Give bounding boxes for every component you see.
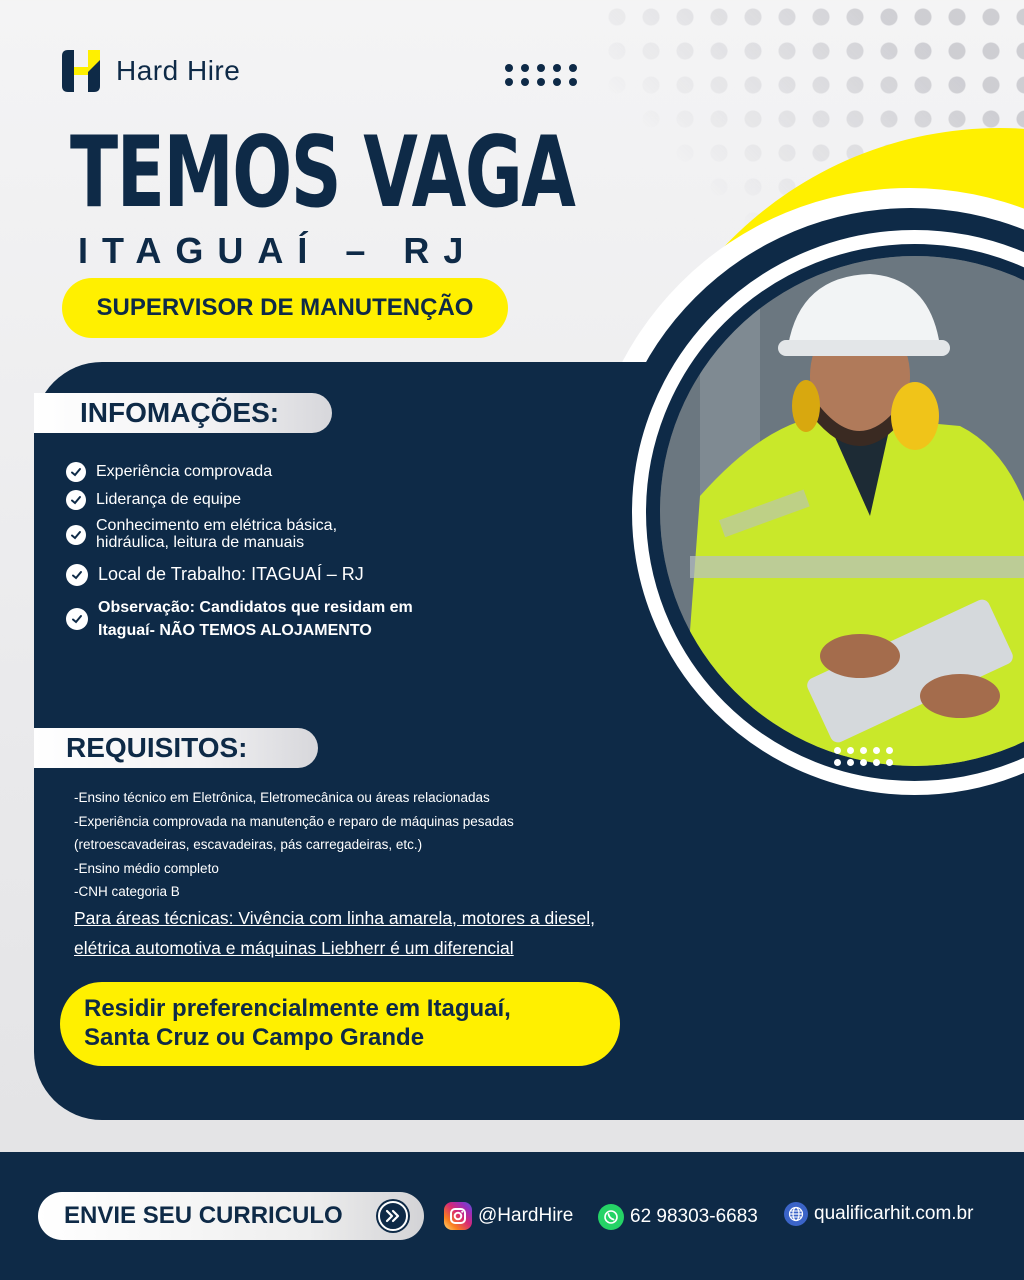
requirement-line: -Ensino médio completo — [74, 860, 219, 876]
list-item-text-line: Observação: Candidatos que residam em — [98, 598, 413, 616]
residence-line: Santa Cruz ou Campo Grande — [84, 1024, 425, 1051]
info-list — [66, 462, 586, 650]
photo-dots-decoration — [834, 747, 893, 766]
check-icon — [66, 525, 86, 545]
job-role-badge: SUPERVISOR DE MANUTENÇÃO — [62, 278, 508, 338]
send-resume-button[interactable] — [38, 1192, 424, 1240]
website-link[interactable] — [784, 1202, 973, 1226]
list-item-text: Liderança de equipe — [96, 490, 242, 508]
requirements-note-line: elétrica automotiva e máquinas Liebherr é um diferencial — [74, 938, 514, 958]
decorative-dots — [505, 64, 577, 86]
instagram-icon — [444, 1202, 472, 1230]
check-icon — [66, 564, 88, 586]
job-location: ITAGUAÍ – RJ — [78, 230, 478, 271]
brand-name: Hard Hire — [116, 55, 241, 86]
whatsapp-number: 62 98303-6683 — [630, 1206, 758, 1227]
list-item — [66, 490, 586, 510]
requirement-line: -CNH categoria B — [74, 884, 180, 899]
list-item-text — [96, 518, 337, 552]
website-url: qualificarhit.com.br — [814, 1203, 974, 1224]
requirements-heading: REQUISITOS: — [34, 728, 318, 768]
whatsapp-icon — [598, 1204, 624, 1230]
requirement-line: (retroescavadeiras, escavadeiras, pás carregadeiras, etc.) — [74, 837, 423, 852]
globe-icon — [784, 1202, 808, 1226]
list-item — [66, 518, 586, 552]
page-title: TEMOS VAGA — [70, 116, 575, 230]
instagram-link[interactable] — [444, 1202, 573, 1230]
whatsapp-link[interactable] — [598, 1204, 758, 1230]
list-item-text — [98, 596, 413, 642]
residence-line: Residir preferencialmente em Itaguaí, — [84, 995, 511, 1022]
list-item-text-line: hidráulica, leitura de manuais — [96, 533, 305, 551]
check-icon — [66, 608, 88, 630]
residence-badge — [60, 982, 620, 1066]
list-item — [66, 596, 586, 642]
check-icon — [66, 462, 86, 482]
list-item-text: Experiência comprovada — [96, 462, 273, 480]
send-resume-label: ENVIE SEU CURRICULO — [64, 1202, 343, 1229]
brand-logo — [58, 46, 240, 96]
info-heading: INFOMAÇÕES: — [34, 393, 332, 433]
requirements-note — [74, 903, 694, 963]
requirement-line: -Ensino técnico em Eletrônica, Eletromecânica ou áreas relacionadas — [74, 790, 490, 805]
requirements-list — [74, 786, 674, 904]
requirements-note-line: Para áreas técnicas: Vivência com linha amarela, motores a diesel, — [74, 908, 596, 928]
instagram-handle: @HardHire — [478, 1205, 574, 1226]
list-item — [66, 462, 586, 482]
list-item-text-line: Conhecimento em elétrica básica, — [96, 517, 338, 534]
list-item-text-line: Itaguaí- NÃO TEMOS ALOJAMENTO — [98, 621, 372, 639]
requirement-line: -Experiência comprovada na manutenção e reparo de máquinas pesadas — [74, 813, 514, 829]
list-item-text: Local de Trabalho: ITAGUAÍ – RJ — [98, 564, 364, 585]
arrow-right-icon — [378, 1201, 408, 1231]
check-icon — [66, 490, 86, 510]
list-item — [66, 564, 586, 586]
logo-mark-icon — [58, 46, 104, 96]
